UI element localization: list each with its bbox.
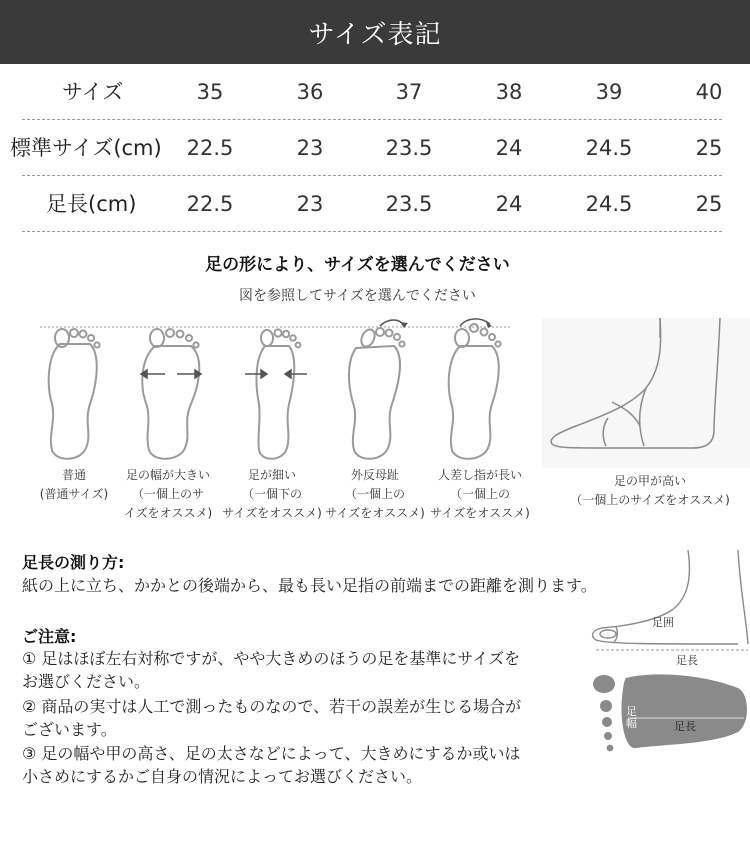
size-cell: 39 [595,80,623,104]
standard-size-cell: 23.5 [385,136,433,160]
size-table [0,64,750,232]
foot-type-caption: 足の幅が大きい （一個上のサ イズをオススメ) [123,468,213,520]
foot-shape-subheading: 図を参照してサイズを選んでください [239,288,476,304]
standard-size-cell: 24.5 [585,136,633,160]
size-cell: 38 [495,80,523,104]
length-label-top: 足長 [676,654,698,667]
girth-label: 足囲 [652,616,674,629]
foot-length-cell: 24.5 [585,192,633,216]
note-line: 小さめにするかご自身の情況によってお選びください。 [22,767,423,786]
normal-foot-icon [40,324,110,464]
row-divider [22,231,722,232]
narrow-foot-icon [243,324,313,464]
note-line: ③ 足の幅や甲の高さ、足の太さなどによって、大きめにするか或いは [22,744,521,763]
foot-type-caption: 普通 (普通サイズ) [39,468,109,501]
page-title: サイズ表記 [308,19,442,50]
standard-size-cell: 22.5 [186,136,234,160]
width-label: 足幅 [626,705,637,730]
long-second-toe-foot-icon [440,318,520,464]
standard-size-row [0,120,750,176]
foot-length-cell: 22.5 [186,192,234,216]
measurement-diagram [588,548,750,758]
row-label-size: サイズ [62,80,124,104]
size-cell: 36 [296,80,324,104]
foot-shape-heading: 足の形により、サイズを選んでください [205,255,510,275]
size-row [0,64,750,120]
foot-length-cell: 24 [495,192,523,216]
note-line: お選びください。 [22,672,151,691]
size-cell: 40 [695,80,723,104]
standard-size-cell: 25 [695,136,723,160]
measurement-title: 足長の測り方: [22,553,125,572]
size-cell: 37 [395,80,423,104]
wide-foot-icon [135,324,215,464]
row-label-foot-length: 足長(cm) [46,192,137,216]
standard-size-cell: 23 [296,136,324,160]
foot-length-cell: 23.5 [385,192,433,216]
foot-length-cell: 25 [695,192,723,216]
bunion-foot-icon [342,318,422,464]
high-instep-foot-icon [542,318,750,468]
foot-length-cell: 23 [296,192,324,216]
foot-side-outline-icon [588,548,750,758]
length-label-bottom: 足長 [674,720,696,733]
foot-type-caption: 足が細い （一個下の サイズをオススメ) [222,468,322,520]
row-label-standard-size: 標準サイズ(cm) [10,136,162,160]
standard-size-cell: 24 [495,136,523,160]
measurement-text: 紙の上に立ち、かかとの後端から、最も長い足指の前端までの距離を測ります。 [22,576,597,595]
foot-type-caption: 外反母趾 （一個上の サイズをオススメ) [325,468,425,520]
note-line: ② 商品の実寸は人工で測ったものなので、若干の誤差が生じる場合が [22,697,522,716]
note-line: ① 足はほぼ左右対称ですが、やや大きめのほうの足を基準にサイズを [22,649,521,668]
notes-title: ご注意: [22,627,77,646]
foot-type-caption: 人差し指が長い （一個上の サイズをオススメ) [430,468,530,520]
header-banner [0,0,750,64]
note-line: ございます。 [22,720,117,739]
foot-type-caption: 足の甲が高い （一個上のサイズをオススメ) [570,474,730,507]
foot-length-row [0,176,750,232]
size-cell: 35 [196,80,224,104]
